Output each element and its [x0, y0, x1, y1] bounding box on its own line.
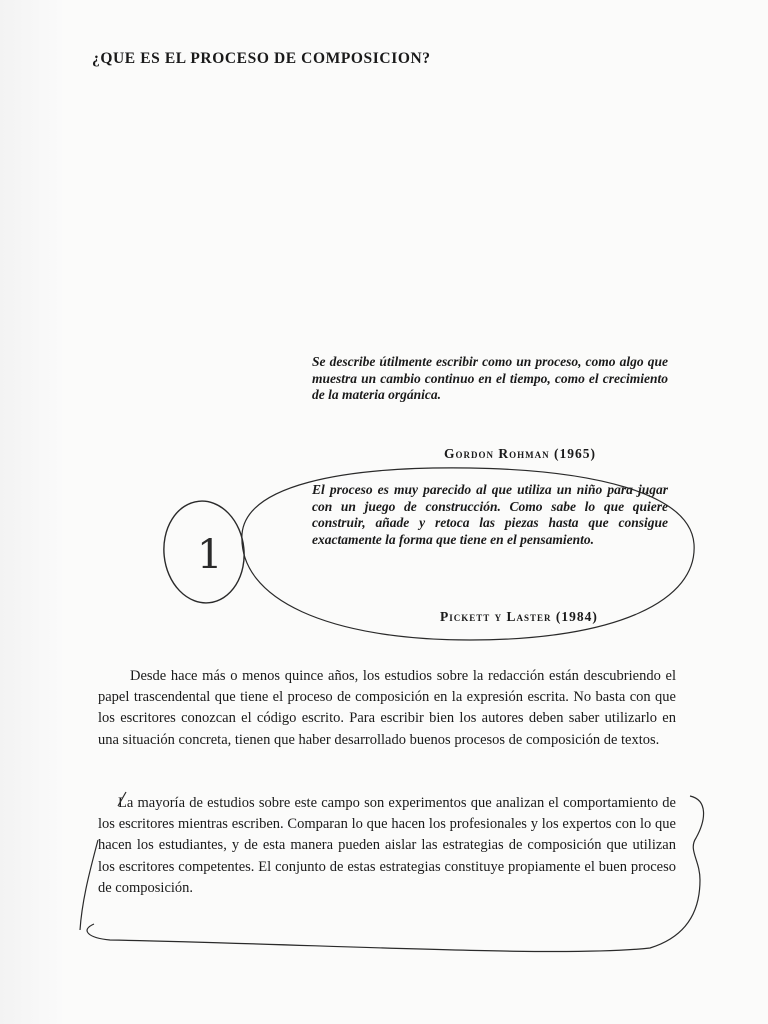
epigraph-quote-1: Se describe útilmente escribir como un proceso, como algo que muestra un cambio continuo en el tiempo, como el crecimiento de la materia orgánica. — [312, 354, 668, 402]
body-paragraph-2: La mayoría de estudios sobre este campo son experimentos que analizan el comportamiento de los escritores mientras escriben. Comparan lo que hacen los profesionales y los expertos con lo que hacen los estudiantes, y de esta manera pueden aislar las estrategias de composición que utilizan los escritores competentes. El conjunto de estas estrategias constituye propiamente el buen proceso de composición. — [98, 795, 676, 896]
handwritten-number: 1 — [197, 532, 223, 578]
epigraph-author-1: Gordon Rohman (1965) — [444, 446, 596, 461]
epigraph-quote-2: El proceso es muy parecido al que utiliza un niño para jugar con un juego de construcción. Como sabe lo que quiere construir, añade y retoca las piezas hasta que consigue exactamente la forma que tiene en el pensamiento. — [312, 482, 668, 547]
epigraph-author-2: Pickett y Laster (1984) — [440, 609, 598, 624]
page-title: ¿QUE ES EL PROCESO DE COMPOSICION? — [92, 50, 431, 67]
handwritten-circle — [159, 497, 249, 607]
body-paragraph-1: Desde hace más o menos quince años, los estudios sobre la redacción están descubriendo el papel trascendental que tiene el proceso de composición en la expresión escrita. No basta con que los escritores conozcan el código escrito. Para escribir bien los autores deben saber utilizarlo en una situación concreta, tienen que haber desarrollado buenos procesos de composición de textos. — [98, 668, 676, 748]
page-margin — [0, 0, 62, 1024]
